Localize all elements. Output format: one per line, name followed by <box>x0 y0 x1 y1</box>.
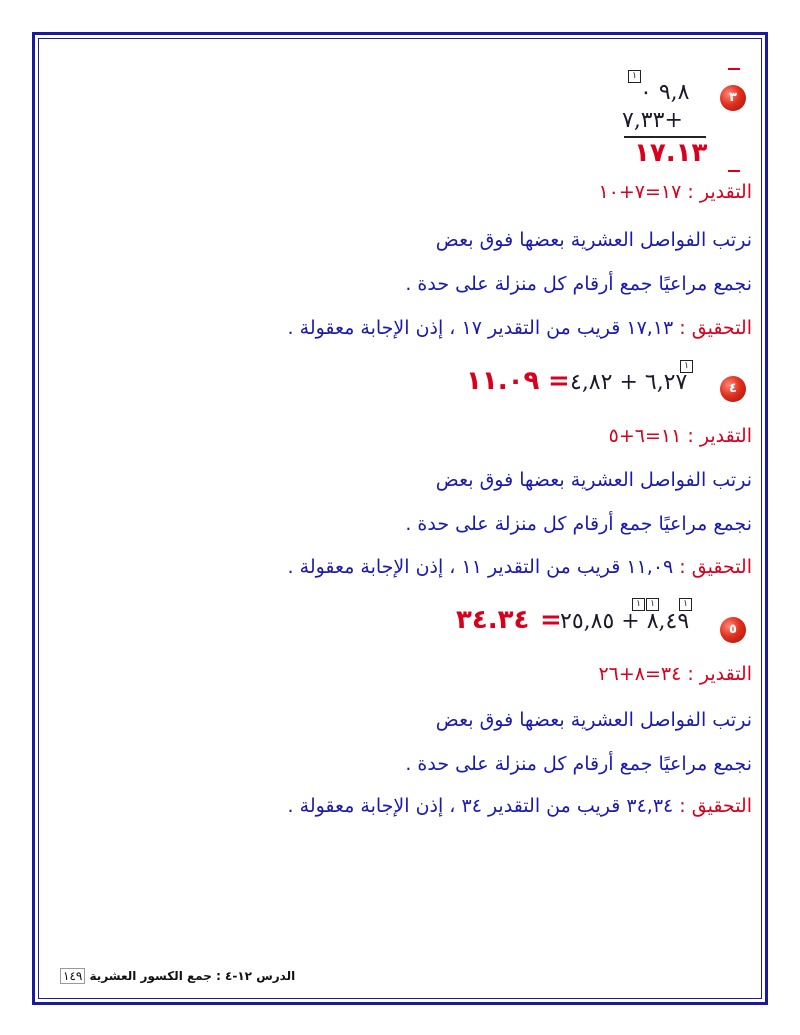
sum-result: ١٧.١٣ <box>634 138 708 168</box>
carry-box: ١ <box>679 598 692 611</box>
sum-result: ١١.٠٩ <box>466 366 540 396</box>
check-line: التحقيق : ١٧,١٣ قريب من التقدير ١٧ ، إذن الإجابة معقولة . <box>287 317 752 339</box>
expression: ٦,٢٧ + ٤,٨٢ <box>570 370 688 395</box>
expression: ٨,٤٩ + ٢٥,٨٥ <box>560 609 690 634</box>
step-align-decimals: نرتب الفواصل العشرية بعضها فوق بعض <box>435 709 752 731</box>
problem-number-badge: ٤ <box>720 376 746 402</box>
footer-lesson: الدرس ١٢-٤ : <box>216 969 296 983</box>
estimate-line: التقدير : ٣٤=٨+٢٦ <box>598 663 752 685</box>
problem-number-badge: ٣ <box>720 85 746 111</box>
carry-box: ١ <box>646 598 659 611</box>
equals-sign: = <box>540 605 562 635</box>
estimate-line: التقدير : ١٧=٧+١٠ <box>598 181 752 203</box>
decor-tick <box>728 170 740 172</box>
check-line: التحقيق : ٣٤,٣٤ قريب من التقدير ٣٤ ، إذن الإجابة معقولة . <box>287 795 752 817</box>
addend-bottom: ٧,٣٣+ <box>622 108 683 133</box>
carry-box: ١ <box>680 360 693 373</box>
step-add-places: نجمع مراعيًا جمع أرقام كل منزلة على حدة . <box>405 513 752 535</box>
step-align-decimals: نرتب الفواصل العشرية بعضها فوق بعض <box>435 229 752 251</box>
estimate-line: التقدير : ١١=٦+٥ <box>608 425 752 447</box>
page-number: ١٤٩ <box>60 968 85 984</box>
addend-top: ٩,٨ ٠ <box>640 80 690 105</box>
step-add-places: نجمع مراعيًا جمع أرقام كل منزلة على حدة . <box>405 753 752 775</box>
carry-box: ١ <box>628 70 641 83</box>
sum-result: ٣٤.٣٤ <box>456 605 530 635</box>
footer-title: جمع الكسور العشرية <box>89 969 212 983</box>
problem-number-badge: ٥ <box>720 617 746 643</box>
decor-tick <box>728 68 740 70</box>
step-add-places: نجمع مراعيًا جمع أرقام كل منزلة على حدة . <box>405 273 752 295</box>
carry-box: ١ <box>632 598 645 611</box>
check-line: التحقيق : ١١,٠٩ قريب من التقدير ١١ ، إذن الإجابة معقولة . <box>287 556 752 578</box>
step-align-decimals: نرتب الفواصل العشرية بعضها فوق بعض <box>435 469 752 491</box>
equals-sign: = <box>548 366 570 396</box>
page-footer <box>60 969 295 983</box>
